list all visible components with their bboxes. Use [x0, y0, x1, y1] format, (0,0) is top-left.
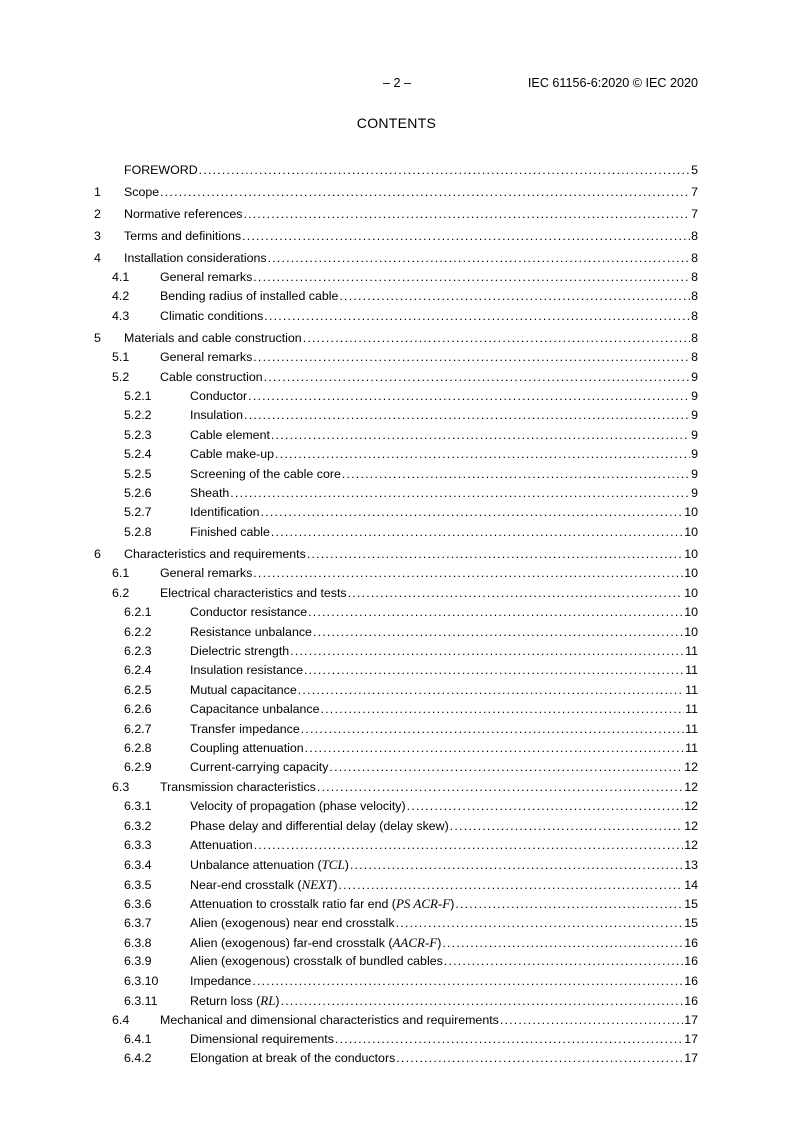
- toc-entry[interactable]: [94, 1051, 698, 1070]
- toc-entry[interactable]: [94, 309, 698, 328]
- toc-section-title: Conductor: [190, 389, 248, 404]
- toc-dot-leader: [268, 251, 691, 265]
- toc-page-number: 9: [691, 389, 698, 404]
- toc-section-number: 6.2.4: [124, 663, 152, 678]
- toc-section-number: 6.2: [112, 585, 130, 600]
- toc-section-number: 4.3: [112, 308, 130, 323]
- toc-dot-leader: [281, 994, 684, 1008]
- toc-page-number: 16: [684, 954, 698, 969]
- toc-page-number: 9: [691, 408, 698, 423]
- toc-dot-leader: [271, 428, 690, 442]
- toc-section-title: Characteristics and requirements: [124, 546, 306, 561]
- toc-page-number: 9: [691, 486, 698, 501]
- toc-section-number: 6.3: [112, 779, 130, 794]
- toc-dot-leader: [307, 547, 683, 561]
- toc-dot-leader: [308, 605, 683, 619]
- toc-entry[interactable]: [94, 289, 698, 308]
- toc-section-number: 4.2: [112, 289, 130, 304]
- toc-entry[interactable]: [94, 447, 698, 466]
- page-number: – 2 –: [382, 76, 411, 90]
- toc-section-number: 6.3.1: [124, 799, 152, 814]
- toc-page-number: 11: [685, 721, 698, 736]
- toc-page-number: 17: [684, 1032, 698, 1047]
- toc-section-number: 5.2.3: [124, 427, 152, 442]
- toc-entry[interactable]: [94, 663, 698, 682]
- toc-entry[interactable]: [94, 702, 698, 721]
- toc-page-number: 14: [684, 877, 698, 892]
- toc-dot-leader: [339, 878, 684, 892]
- toc-entry[interactable]: [94, 370, 698, 389]
- toc-dot-leader: [298, 683, 684, 697]
- toc-entry[interactable]: [94, 780, 698, 799]
- toc-section-title: Resistance unbalance: [190, 624, 312, 639]
- toc-section-title: Screening of the cable core: [190, 466, 341, 481]
- toc-dot-leader: [444, 954, 683, 968]
- toc-dot-leader: [321, 702, 685, 716]
- toc-dot-leader: [160, 185, 690, 199]
- toc-section-title: Alien (exogenous) near end crosstalk: [190, 915, 395, 930]
- toc-section-number: 6.2.8: [124, 740, 152, 755]
- toc-section-title: Bending radius of installed cable: [160, 289, 339, 304]
- toc-section-number: 6.3.5: [124, 877, 152, 892]
- toc-entry[interactable]: [94, 547, 698, 566]
- toc-entry[interactable]: [94, 896, 698, 915]
- toc-section-number: 5: [94, 330, 101, 345]
- toc-page-number: 12: [684, 760, 698, 775]
- toc-dot-leader: [253, 270, 690, 284]
- toc-dot-leader: [450, 819, 683, 833]
- toc-section-number: 6.3.3: [124, 837, 152, 852]
- toc-section-title: Return loss (RL): [190, 993, 280, 1009]
- toc-section-number: 6.2.1: [124, 605, 152, 620]
- toc-section-number: 6.3.2: [124, 818, 152, 833]
- toc-section-title: Insulation resistance: [190, 663, 303, 678]
- toc-entry[interactable]: [94, 467, 698, 486]
- toc-page-number: 10: [684, 566, 698, 581]
- toc-section-number: 6: [94, 546, 101, 561]
- toc-page-number: 10: [684, 524, 698, 539]
- toc-page-number: 16: [684, 973, 698, 988]
- toc-page-number: 15: [684, 897, 698, 912]
- toc-page-number: 11: [685, 663, 698, 678]
- toc-section-title: Scope: [124, 184, 160, 199]
- toc-entry[interactable]: [94, 586, 698, 605]
- toc-entry[interactable]: [94, 935, 698, 954]
- toc-section-number: 6.3.4: [124, 858, 152, 873]
- toc-page-number: 8: [691, 330, 698, 345]
- toc-dot-leader: [396, 916, 684, 930]
- toc-section-title: Climatic conditions: [160, 308, 264, 323]
- toc-section-number: 5.2.1: [124, 389, 152, 404]
- toc-page-number: 12: [684, 779, 698, 794]
- toc-section-title: Insulation: [190, 408, 244, 423]
- toc-dot-leader: [348, 586, 684, 600]
- toc-entry[interactable]: [94, 525, 698, 544]
- toc-entry[interactable]: [94, 389, 698, 408]
- toc-entry[interactable]: [94, 974, 698, 993]
- toc-section-title: Current-carrying capacity: [190, 760, 329, 775]
- toc-section-title: Identification: [190, 505, 260, 520]
- toc-entry[interactable]: [94, 760, 698, 779]
- toc-dot-leader: [317, 780, 683, 794]
- toc-section-title: Impedance: [190, 973, 252, 988]
- toc-entry[interactable]: [94, 207, 698, 226]
- toc-page-number: 10: [684, 546, 698, 561]
- toc-dot-leader: [335, 1032, 683, 1046]
- toc-section-number: 6.2.6: [124, 702, 152, 717]
- toc-entry[interactable]: [94, 408, 698, 427]
- toc-section-title: Dimensional requirements: [190, 1032, 334, 1047]
- toc-page-number: 12: [684, 818, 698, 833]
- toc-page-number: 16: [684, 994, 698, 1009]
- toc-page-number: 8: [691, 250, 698, 265]
- toc-page-number: 11: [685, 643, 698, 658]
- toc-page-number: 12: [684, 799, 698, 814]
- toc-dot-leader: [329, 760, 683, 774]
- toc-entry[interactable]: [94, 566, 698, 585]
- toc-dot-leader: [305, 741, 684, 755]
- toc-section-number: 5.2.6: [124, 486, 152, 501]
- toc-section-number: 3: [94, 228, 101, 243]
- toc-page-number: 5: [691, 162, 698, 177]
- toc-section-title: Transfer impedance: [190, 721, 300, 736]
- toc-section-number: 2: [94, 206, 101, 221]
- contents-title: CONTENTS: [356, 115, 437, 131]
- toc-section-number: 5.2.8: [124, 524, 152, 539]
- toc-entry[interactable]: [94, 1013, 698, 1032]
- toc-dot-leader: [248, 389, 690, 403]
- toc-page-number: 17: [684, 1012, 698, 1027]
- table-of-contents: [94, 160, 698, 1071]
- toc-section-title: Alien (exogenous) crosstalk of bundled cables: [190, 954, 443, 969]
- toc-dot-leader: [242, 229, 690, 243]
- toc-dot-leader: [271, 525, 683, 539]
- toc-section-title: Phase delay and differential delay (delay skew): [190, 818, 449, 833]
- toc-entry[interactable]: [94, 229, 698, 248]
- toc-dot-leader: [199, 163, 690, 177]
- toc-section-title: Electrical characteristics and tests: [160, 585, 347, 600]
- toc-entry[interactable]: [94, 857, 698, 876]
- toc-page-number: 9: [691, 466, 698, 481]
- toc-section-number: 6.4.1: [124, 1032, 152, 1047]
- toc-section-number: 6.4.2: [124, 1051, 152, 1066]
- toc-entry[interactable]: [94, 819, 698, 838]
- toc-section-number: 6.3.10: [124, 973, 159, 988]
- toc-dot-leader: [313, 625, 683, 639]
- toc-page-number: 8: [691, 350, 698, 365]
- toc-section-title: Installation considerations: [124, 250, 267, 265]
- toc-section-number: 5.2: [112, 369, 130, 384]
- toc-dot-leader: [407, 799, 684, 813]
- toc-section-title: Near-end crosstalk (NEXT): [190, 876, 338, 892]
- toc-section-number: 6.2.7: [124, 721, 152, 736]
- toc-page-number: 7: [691, 206, 698, 221]
- toc-entry[interactable]: [94, 605, 698, 624]
- toc-section-title: Finished cable: [190, 524, 270, 539]
- toc-page-number: 16: [684, 936, 698, 950]
- toc-section-title: Dielectric strength: [190, 643, 290, 658]
- toc-entry[interactable]: [94, 428, 698, 447]
- toc-section-title: General remarks: [160, 270, 253, 284]
- toc-page-number: 9: [691, 427, 698, 442]
- toc-section-title: Normative references: [124, 206, 243, 221]
- toc-section-title: Cable element: [190, 427, 270, 442]
- toc-section-title: Transmission characteristics: [160, 779, 316, 794]
- toc-page-number: 8: [691, 289, 698, 304]
- toc-section-number: 5.1: [112, 350, 130, 365]
- toc-entry[interactable]: [94, 722, 698, 741]
- toc-section-number: 5.2.5: [124, 466, 152, 481]
- toc-page-number: 10: [684, 605, 698, 620]
- toc-dot-leader: [243, 207, 690, 221]
- toc-section-number: 6.3.8: [124, 936, 152, 950]
- toc-section-title: Mutual capacitance: [190, 682, 297, 697]
- toc-section-number: 1: [94, 184, 101, 199]
- toc-dot-leader: [230, 486, 690, 500]
- toc-section-title: Conductor resistance: [190, 605, 308, 620]
- toc-dot-leader: [342, 467, 690, 481]
- toc-page-number: 9: [691, 447, 698, 462]
- toc-page-number: 11: [685, 702, 698, 717]
- document-reference: IEC 61156-6:2020 © IEC 2020: [527, 76, 698, 90]
- toc-dot-leader: [304, 663, 684, 677]
- toc-page-number: 10: [684, 505, 698, 520]
- toc-section-number: 4: [94, 250, 101, 265]
- toc-entry[interactable]: [94, 486, 698, 505]
- toc-dot-leader: [396, 1051, 683, 1065]
- toc-section-title: Sheath: [190, 486, 230, 501]
- toc-section-title: Mechanical and dimensional characteristics and requirements: [160, 1012, 499, 1027]
- toc-entry[interactable]: [94, 741, 698, 760]
- toc-dot-leader: [264, 309, 690, 323]
- toc-page-number: 10: [684, 585, 698, 600]
- toc-section-number: 5.2.4: [124, 447, 152, 462]
- toc-section-title: General remarks: [160, 566, 253, 581]
- toc-section-number: 6.3.6: [124, 897, 152, 912]
- toc-section-title: Unbalance attenuation (TCL): [190, 857, 349, 873]
- toc-dot-leader: [455, 897, 683, 911]
- toc-page-number: 8: [691, 270, 698, 284]
- toc-page-number: 12: [684, 837, 698, 852]
- toc-section-number: 6.3.7: [124, 915, 152, 930]
- toc-entry[interactable]: [94, 163, 698, 182]
- toc-dot-leader: [290, 644, 684, 658]
- toc-dot-leader: [350, 858, 683, 872]
- toc-entry[interactable]: [94, 270, 698, 289]
- toc-dot-leader: [264, 370, 690, 384]
- toc-section-title: Attenuation: [190, 837, 253, 852]
- toc-section-number: 6.3.9: [124, 954, 152, 969]
- toc-dot-leader: [500, 1013, 683, 1027]
- toc-page-number: 15: [684, 915, 698, 930]
- toc-page-number: 7: [691, 184, 698, 199]
- toc-section-title: FOREWORD: [124, 162, 198, 177]
- toc-entry[interactable]: [94, 331, 698, 350]
- toc-section-number: 5.2.7: [124, 505, 152, 520]
- toc-page-number: 13: [684, 858, 698, 873]
- toc-dot-leader: [339, 289, 690, 303]
- toc-entry[interactable]: [94, 644, 698, 663]
- toc-page-number: 8: [691, 228, 698, 243]
- toc-dot-leader: [253, 350, 690, 364]
- toc-section-title: Attenuation to crosstalk ratio far end (PS ACR-F): [190, 896, 455, 912]
- toc-page-number: 11: [685, 740, 698, 755]
- toc-section-number: 4.1: [112, 270, 130, 284]
- toc-section-number: 5.2.2: [124, 408, 152, 423]
- toc-page-number: 11: [685, 682, 698, 697]
- toc-page-number: 8: [691, 308, 698, 323]
- toc-entry[interactable]: [94, 838, 698, 857]
- toc-entry[interactable]: [94, 350, 698, 369]
- toc-section-number: 6.4: [112, 1012, 130, 1027]
- toc-dot-leader: [244, 408, 690, 422]
- toc-entry[interactable]: [94, 799, 698, 818]
- toc-dot-leader: [254, 838, 684, 852]
- toc-entry[interactable]: [94, 625, 698, 644]
- toc-entry[interactable]: [94, 877, 698, 896]
- toc-dot-leader: [252, 974, 683, 988]
- toc-section-number: 6.2.5: [124, 682, 152, 697]
- toc-entry[interactable]: [94, 251, 698, 270]
- toc-entry[interactable]: [94, 185, 698, 204]
- toc-section-title: Capacitance unbalance: [190, 702, 320, 717]
- toc-dot-leader: [301, 722, 684, 736]
- toc-dot-leader: [442, 936, 683, 950]
- toc-entry[interactable]: [94, 683, 698, 702]
- toc-section-title: Cable make-up: [190, 447, 275, 462]
- toc-page-number: 10: [684, 624, 698, 639]
- toc-section-title: Velocity of propagation (phase velocity): [190, 799, 406, 814]
- toc-page-number: 17: [684, 1051, 698, 1066]
- toc-entry[interactable]: [94, 916, 698, 935]
- toc-entry[interactable]: [94, 993, 698, 1012]
- toc-section-number: 6.3.11: [124, 994, 158, 1009]
- toc-entry[interactable]: [94, 1032, 698, 1051]
- toc-section-number: 6.2.9: [124, 760, 152, 775]
- toc-section-title: Alien (exogenous) far-end crosstalk (AACR-F): [190, 935, 442, 950]
- toc-dot-leader: [275, 447, 690, 461]
- toc-section-title: Coupling attenuation: [190, 740, 304, 755]
- toc-page-number: 9: [691, 369, 698, 384]
- toc-entry[interactable]: [94, 505, 698, 524]
- toc-section-number: 6.2.2: [124, 624, 152, 639]
- toc-section-number: 6.1: [112, 566, 130, 581]
- toc-section-title: Elongation at break of the conductors: [190, 1051, 396, 1066]
- toc-dot-leader: [303, 331, 690, 345]
- toc-section-title: General remarks: [160, 350, 253, 365]
- toc-section-number: 6.2.3: [124, 643, 152, 658]
- toc-entry[interactable]: [94, 954, 698, 973]
- toc-dot-leader: [261, 505, 684, 519]
- toc-section-title: Terms and definitions: [124, 228, 242, 243]
- toc-section-title: Materials and cable construction: [124, 330, 302, 345]
- toc-dot-leader: [253, 566, 683, 580]
- toc-section-title: Cable construction: [160, 369, 263, 384]
